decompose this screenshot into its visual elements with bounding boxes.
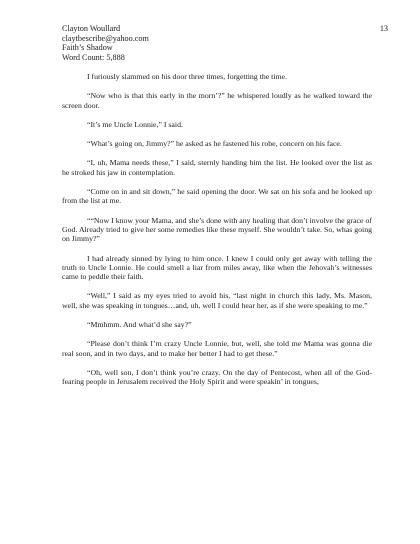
manuscript-body bbox=[62, 72, 372, 397]
paragraph: “Mmhmm. And what’d she say?” bbox=[87, 320, 192, 330]
paragraph: ““Now I know your Mama, and she’s done with any healing that don’t involve the grace of God. Already tried to give her some remedies like these myself. She wouldn’t take. So, whas going on Jimmy?” bbox=[62, 215, 372, 244]
paragraph: I furiously slammed on his door three times, forgetting the time. bbox=[87, 72, 287, 81]
author-name: Clayton Woullard bbox=[62, 24, 121, 33]
paragraph: “Come on in and sit down,” he said opening the door. We sat on his sofa and he looked up from the list at me. bbox=[62, 187, 372, 206]
paragraph: “Now who is that this early in the morn’?” he whispered loudly as he walked toward the screen door. bbox=[62, 91, 372, 110]
word-count: Word Count: 5,888 bbox=[62, 52, 125, 62]
author-email: claytbescribe@yahoo.com bbox=[62, 33, 149, 43]
page-number: 13 bbox=[379, 24, 388, 33]
manuscript-header bbox=[62, 24, 149, 62]
paragraph: “I, uh, Mama needs these,” I said, sternly handing him the list. He looked over the list as he stroked his jaw in contemplation. bbox=[62, 158, 372, 177]
paragraph: “Well,” I said as my eyes tried to avoid his, “last night in church this lady, Ms. Mason, well, she was speaking in tongues…and, uh, well I could hear her, as if she were speaking to me.” bbox=[62, 291, 372, 310]
paragraph: “Oh, well son, I don’t think you’re crazy. On the day of Pentecost, when all of the God-fearing people in Jerusalem received the Holy Spirit and were speakin’ in tongues, bbox=[62, 367, 372, 387]
paragraph: “What’s going on, Jimmy?” he asked as he fastened his robe, concern on his face. bbox=[87, 139, 342, 149]
paragraph: I had already sinned by lying to him once. I knew I could only get away with telling the truth to Uncle Lonnie. He could smell a liar from miles away, like when the Jehovah’s witnesses came to peddle their faith. bbox=[62, 253, 372, 282]
paragraph: “It’s me Uncle Lonnie,” I said. bbox=[87, 119, 183, 129]
manuscript-title: Faith’s Shadow bbox=[62, 43, 113, 53]
paragraph: “Please don’t think I’m crazy Uncle Lonnie, but, well, she told me Mama was gonna die real soon, and in two days, and to make her better I had to get these.” bbox=[62, 339, 372, 358]
